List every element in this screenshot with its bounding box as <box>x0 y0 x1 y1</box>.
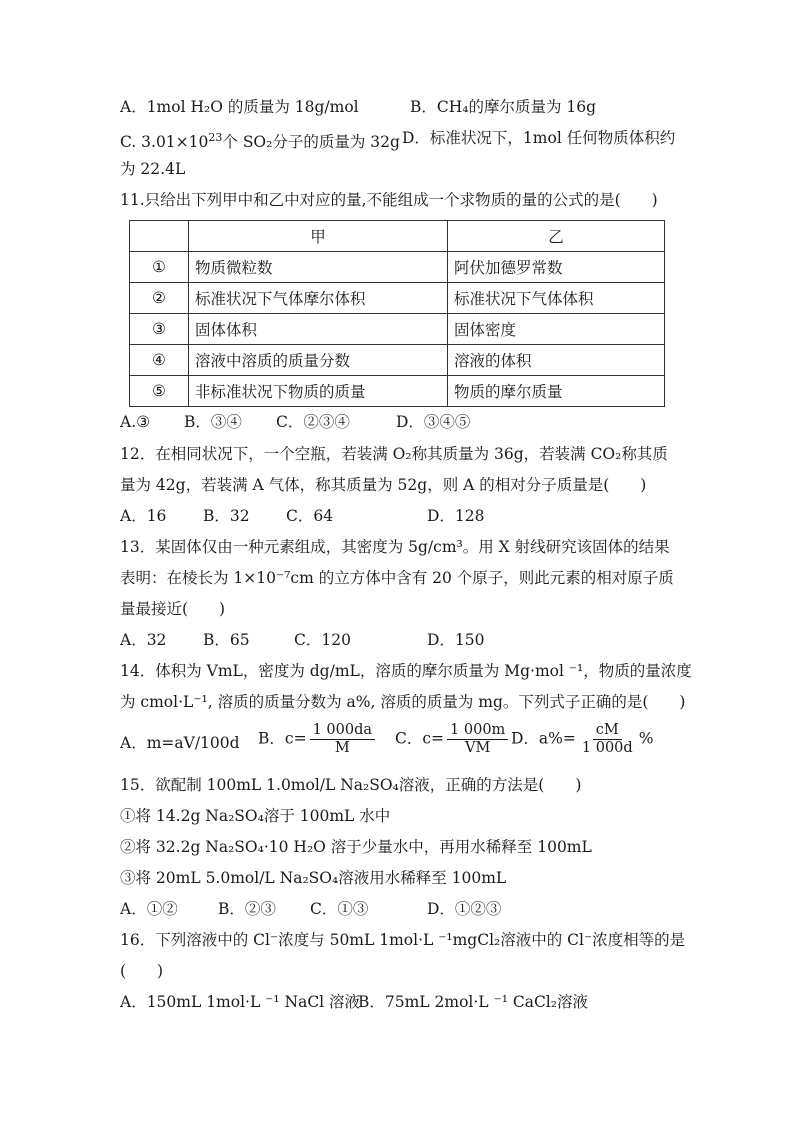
q10-option-a: A．1mol H₂O 的质量为 18g/mol <box>120 98 359 116</box>
fraction-denominator: 1 000d <box>581 740 633 756</box>
q10-option-c: C. $3.01\times 10^{23}$个 SO₂分子的质量为 32g <box>120 131 400 151</box>
q15-option-d: D．①②③ <box>427 900 502 918</box>
table-cell: ④ <box>130 345 189 376</box>
q14-option-a: A．m=aV/100d <box>120 734 240 752</box>
table-row <box>130 345 665 376</box>
table-cell: ⑤ <box>130 376 189 407</box>
fraction-numerator: cM <box>593 722 622 740</box>
fraction-denominator: M <box>334 740 350 756</box>
q16-stem-line2: ( ) <box>120 962 164 980</box>
q13-option-b: B．65 <box>203 631 250 649</box>
table-cell: 固体体积 <box>189 314 448 345</box>
q12-option-b: B．32 <box>203 507 250 525</box>
table-cell: 非标准状况下物质的质量 <box>189 376 448 407</box>
q14-stem-line2: 为 cmol·L⁻¹, 溶质的质量分数为 a%, 溶质的质量为 mg。下列式子正确的是( ) <box>120 693 686 711</box>
q15-option-a: A．①② <box>120 900 178 918</box>
table-cell: 溶液的体积 <box>448 345 665 376</box>
option-label: C．c= <box>395 729 445 748</box>
table-row <box>130 252 665 283</box>
q15-item-3: ③将 20mL 5.0mol/L Na₂SO₄溶液用水稀释至 100mL <box>120 869 507 887</box>
q13-stem-line1: 13．某固体仅由一种元素组成，其密度为 5g/cm³。用 X 射线研究该固体的结果 <box>120 538 670 556</box>
table-row <box>130 314 665 345</box>
q10-option-b: B．CH₄的摩尔质量为 16g <box>410 98 597 116</box>
q11-option-d: D．③④⑤ <box>396 413 471 431</box>
q11-table <box>129 220 665 407</box>
table-header-jia: 甲 <box>189 221 448 252</box>
table-cell: 溶液中溶质的质量分数 <box>189 345 448 376</box>
table-row <box>130 283 665 314</box>
q12-option-a: A．16 <box>120 507 167 525</box>
q15-option-b: B．②③ <box>218 900 276 918</box>
q10-option-d-cont: 为 22.4L <box>120 160 186 178</box>
q15-item-1: ①将 14.2g Na₂SO₄溶于 100mL 水中 <box>120 807 391 825</box>
q12-option-c: C．64 <box>286 507 334 525</box>
table-cell: ① <box>130 252 189 283</box>
q14-stem-line1: 14．体积为 VmL，密度为 dg/mL，溶质的摩尔质量为 Mg·mol ⁻¹，物质的量浓度 <box>120 662 692 680</box>
q14-option-d <box>511 722 653 757</box>
fraction-numerator: 1 000da <box>310 722 375 740</box>
table-cell: 物质的摩尔质量 <box>448 376 665 407</box>
table-cell: 阿伏加德罗常数 <box>448 252 665 283</box>
q12-stem-line2: 量为 42g，若装满 A 气体，称其质量为 52g，则 A 的相对分子质量是( ) <box>120 476 647 494</box>
q14-option-b <box>258 722 378 757</box>
q12-stem-line1: 12．在相同状况下，一个空瓶，若装满 O₂称其质量为 36g，若装满 CO₂称其质 <box>120 445 668 463</box>
q10-option-d: D．标准状况下，1mol 任何物质体积约 <box>402 129 676 147</box>
q15-stem: 15．欲配制 100mL 1.0mol/L Na₂SO₄溶液，正确的方法是( ) <box>120 776 582 794</box>
fraction-numerator: 1 000m <box>447 722 508 740</box>
fraction <box>447 722 508 757</box>
table-cell: ③ <box>130 314 189 345</box>
table-cell: 物质微粒数 <box>189 252 448 283</box>
q13-stem-line2: 表明：在棱长为 1×10⁻⁷cm 的立方体中含有 20 个原子，则此元素的相对原子质 <box>120 569 674 587</box>
option-label: D．a%= <box>511 729 576 748</box>
percent-sign: % <box>638 729 654 748</box>
fraction-denominator: VM <box>465 740 491 756</box>
q12-option-d: D．128 <box>427 507 485 525</box>
table-cell: 固体密度 <box>448 314 665 345</box>
q15-option-c: C．①③ <box>310 900 369 918</box>
q13-option-c: C．120 <box>294 631 351 649</box>
q11-option-b: B．③④ <box>184 413 242 431</box>
table-row <box>130 376 665 407</box>
table-cell: 标准状况下气体体积 <box>448 283 665 314</box>
q14-option-c <box>395 722 511 757</box>
q15-item-2: ②将 32.2g Na₂SO₄·10 H₂O 溶于少量水中，再用水稀释至 100mL <box>120 838 592 856</box>
table-cell: ② <box>130 283 189 314</box>
table-header-row <box>130 221 665 252</box>
q13-option-d: D．150 <box>427 631 485 649</box>
table-cell <box>130 221 189 252</box>
q13-stem-line3: 量最接近( ) <box>120 600 226 618</box>
q13-option-a: A．32 <box>120 631 167 649</box>
table-header-yi: 乙 <box>448 221 665 252</box>
q16-option-a: A．150mL 1mol·L ⁻¹ NaCl 溶液 <box>120 993 361 1011</box>
table-cell: 标准状况下气体摩尔体积 <box>189 283 448 314</box>
q11-option-a: A.③ <box>120 413 151 431</box>
q16-stem-line1: 16．下列溶液中的 Cl⁻浓度与 50mL 1mol·L ⁻¹mgCl₂溶液中的 Cl⁻浓度相等的是 <box>120 931 686 949</box>
fraction <box>310 722 375 757</box>
q11-stem: 11.只给出下列甲中和乙中对应的量,不能组成一个求物质的量的公式的是( ) <box>120 191 658 209</box>
q11-option-c: C．②③④ <box>276 413 350 431</box>
option-label: B．c= <box>258 729 307 748</box>
q16-option-b: B．75mL 2mol·L ⁻¹ CaCl₂溶液 <box>358 993 588 1011</box>
fraction <box>579 722 636 757</box>
